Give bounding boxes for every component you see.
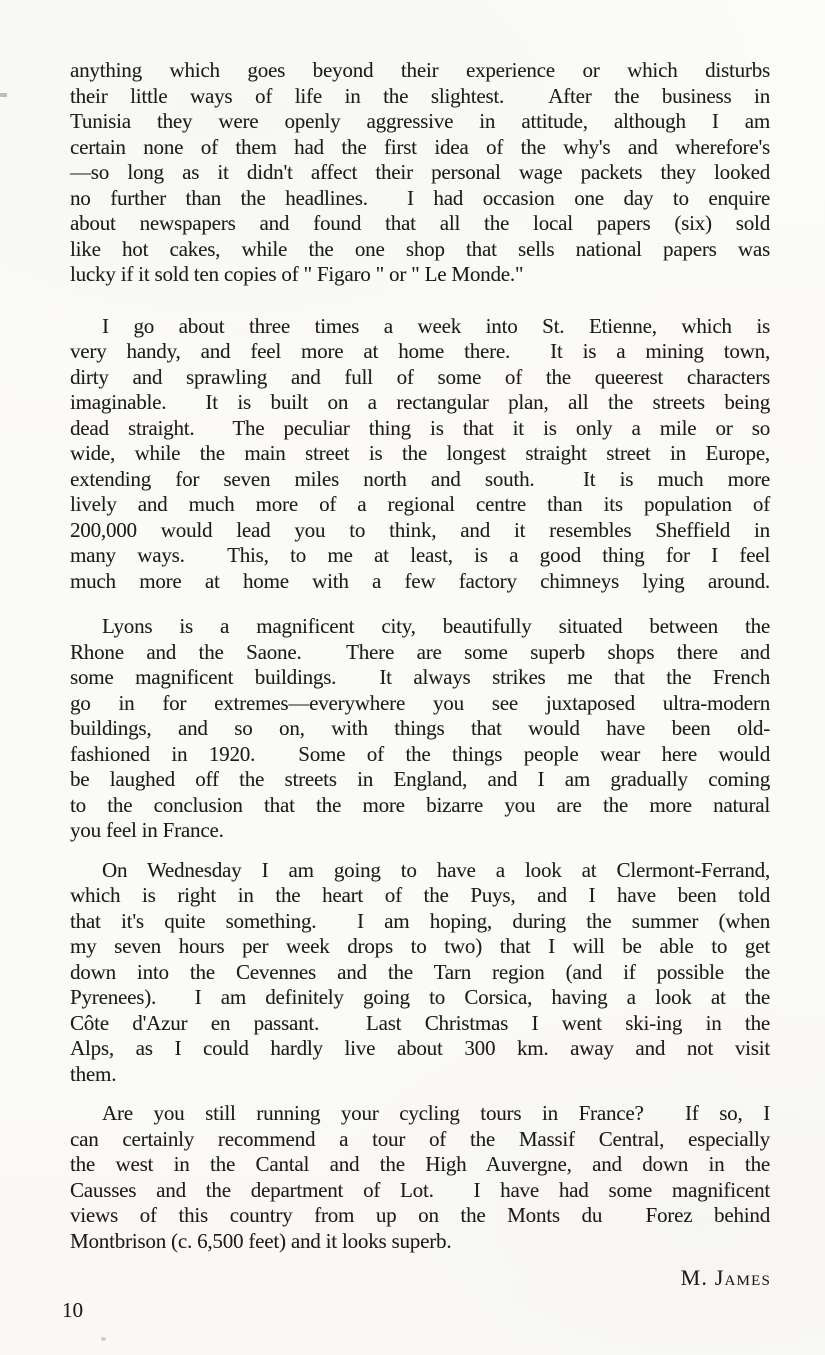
text-line: like hot cakes, while the one shop that sells national papers was	[70, 236, 770, 261]
text-line: certain none of them had the first idea of the why's and wherefore's	[70, 134, 770, 159]
text-line: anything which goes beyond their experience or which disturbs	[70, 58, 770, 82]
text-line: them.	[70, 1061, 117, 1086]
page-number: 10	[62, 1298, 83, 1322]
text-line: Causses and the department of Lot. I have had some magnificent	[70, 1177, 770, 1202]
text-line: dirty and sprawling and full of some of the queerest characters	[70, 364, 770, 389]
text-line: some magnificent buildings. It always strikes me that the French	[70, 665, 770, 689]
paragraph	[70, 858, 770, 1088]
text-line: their little ways of life in the slightest. After the business in	[70, 83, 770, 108]
paragraph	[70, 1101, 770, 1254]
paragraph	[70, 614, 770, 844]
text-line: about newspapers and found that all the local papers (six) sold	[70, 211, 770, 235]
text-line: On Wednesday I am going to have a look at Clermont-Ferrand,	[102, 857, 770, 882]
text-line: fashioned in 1920. Some of the things people wear here would	[70, 741, 770, 766]
text-line: much more at home with a few factory chimneys lying around.	[70, 568, 770, 593]
text-line: Montbrison (c. 6,500 feet) and it looks superb.	[70, 1228, 452, 1253]
text-line: wide, while the main street is the longest straight street in Europe,	[70, 441, 770, 465]
paragraph	[70, 58, 770, 288]
text-line: lucky if it sold ten copies of " Figaro " or " Le Monde."	[70, 262, 524, 286]
text-line: go in for extremes—everywhere you see juxtaposed ultra-modern	[70, 690, 770, 715]
text-line: dead straight. The peculiar thing is that it is only a mile or so	[70, 415, 770, 440]
text-line: imaginable. It is built on a rectangular plan, all the streets being	[70, 390, 770, 414]
paragraph	[70, 314, 770, 595]
scan-speck	[0, 93, 7, 97]
text-line: Côte d'Azur en passant. Last Christmas I went ski-ing in the	[70, 1010, 770, 1035]
text-line: can certainly recommend a tour of the Massif Central, especially	[70, 1126, 770, 1151]
text-line: Lyons is a magnificent city, beautifully situated between the	[102, 614, 770, 638]
text-line: Alps, as I could hardly live about 300 km. away and not visit	[70, 1036, 770, 1060]
text-line: you feel in France.	[70, 818, 224, 842]
text-line: be laughed off the streets in England, and I am gradually coming	[70, 767, 770, 791]
text-line: I go about three times a week into St. Etienne, which is	[102, 313, 770, 338]
text-line: down into the Cevennes and the Tarn region (and if possible the	[70, 959, 770, 984]
text-line: lively and much more of a regional centre than its population of	[70, 492, 770, 516]
text-line: Rhone and the Saone. There are some superb shops there and	[70, 639, 770, 664]
text-line: no further than the headlines. I had occasion one day to enquire	[70, 185, 770, 210]
text-line: extending for seven miles north and south. It is much more	[70, 466, 770, 491]
text-line: to the conclusion that the more bizarre you are the more natural	[70, 792, 770, 817]
signature: M. James	[680, 1265, 771, 1290]
text-line: Tunisia they were openly aggressive in attitude, although I am	[70, 109, 770, 133]
text-line: 200,000 would lead you to think, and it resembles Sheffield in	[70, 517, 770, 542]
text-line: many ways. This, to me at least, is a good thing for I feel	[70, 543, 770, 567]
text-line: which is right in the heart of the Puys, and I have been told	[70, 883, 770, 907]
text-line: Pyrenees). I am definitely going to Corsica, having a look at the	[70, 985, 770, 1009]
text-line: that it's quite something. I am hoping, during the summer (when	[70, 908, 770, 933]
text-line: buildings, and so on, with things that would have been old-	[70, 716, 770, 740]
text-line: —so long as it didn't affect their personal wage packets they looked	[70, 160, 770, 184]
text-line: very handy, and feel more at home there. It is a mining town,	[70, 339, 770, 363]
scan-speck	[101, 1337, 106, 1341]
text-line: my seven hours per week drops to two) that I will be able to get	[70, 934, 770, 958]
text-line: the west in the Cantal and the High Auvergne, and down in the	[70, 1152, 770, 1176]
text-line: Are you still running your cycling tours in France? If so, I	[102, 1101, 770, 1125]
text-line: views of this country from up on the Monts du Forez behind	[70, 1203, 770, 1227]
